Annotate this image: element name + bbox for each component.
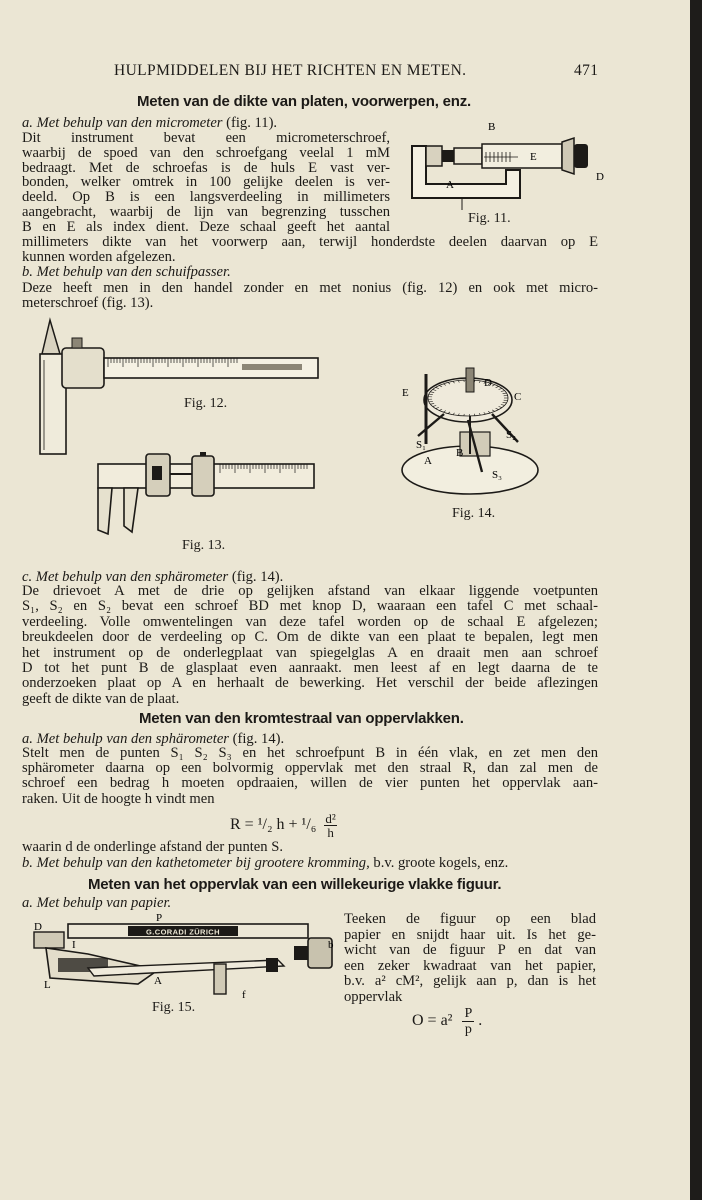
text-line: breukdeelen door de verdeeling op C. Om de dikte van een plaat te bepalen, legt men (22, 629, 598, 646)
text-line: Deze heeft men in den handel zonder en met nonius (fig. 12) en ook met micro- (22, 280, 598, 296)
subsection-heading (22, 116, 277, 131)
text-line: deeld. Op B is een langsverdeeling in millimeters (22, 189, 390, 206)
label-a: A (446, 179, 454, 191)
label-e: E (402, 387, 409, 399)
subsection-heading-b: b. Met behulp van den schuifpasser. (22, 264, 231, 280)
formula-area (412, 1006, 482, 1037)
label-l: L (44, 979, 51, 991)
label-c: C (514, 391, 522, 403)
formula-denominator: h (327, 825, 334, 840)
label-f: f (242, 989, 246, 1001)
label-b: B (488, 121, 496, 133)
text-line: D tot het punt B de glasplaat even aanraakt. men leest af en legt daarna de te (22, 659, 598, 676)
formula-radius (230, 812, 337, 839)
formula-numerator: d² (325, 811, 336, 826)
subsection-title: Met behulp van den sphärometer (35, 569, 229, 585)
text-line: papier en snijdt haar uit. Is het ge- (344, 926, 596, 943)
formula-lhs: R = ¹/₂ h + ¹/₆ (230, 816, 317, 834)
text-line: bedraagt. Met de schroefas is de huls E vast ver- (22, 159, 390, 176)
text-line: een zeker kwadraat van het papier, (344, 957, 596, 974)
text-line: schroef een bedrag h moeten opdraaien, willen de vier punten het oppervlak aan- (22, 775, 598, 792)
paragraph-spherometer (22, 584, 598, 707)
text-line: S₁, S₂ en S₂ bevat een schroef BD met knop D, waaraan een tafel C met schaal- (22, 598, 598, 615)
subsection-letter: a. (22, 731, 33, 747)
label-i: I (72, 939, 76, 951)
formula-period: . (478, 1012, 483, 1030)
figure-15-balance (28, 914, 340, 1006)
subsection-heading-a: a. Met behulp van papier. (22, 895, 172, 911)
caption-fig-13: Fig. 13. (182, 538, 226, 553)
subsection-letter: b. (22, 855, 33, 871)
label-p: P (156, 912, 163, 924)
text-line: raken. Uit de hoogte h vindt men (22, 790, 215, 807)
figure-reference: (fig. 11). (226, 115, 278, 131)
text-line: het instrument op de onderlegplaat van spiegelglas A en draait men aan schroef (22, 644, 598, 661)
page-gutter (690, 0, 702, 1200)
label-s1: S₁ (416, 439, 426, 451)
subsection-title: Met behulp van den sphärometer (36, 731, 229, 747)
text-line: aangebracht, waarbij de lijn van begrenzing tusschen (22, 203, 390, 220)
text-line: geeft de dikte van de plaat. (22, 690, 180, 707)
label-s3: S₃ (492, 469, 502, 481)
caption-fig-12: Fig. 12. (184, 396, 228, 411)
paragraph-area-paper (344, 912, 596, 1006)
caption-fig-11: Fig. 11. (468, 211, 511, 226)
paragraph-micrometer-cont (22, 235, 598, 265)
figure-reference: (fig. 14). (232, 731, 285, 747)
text-line: waarbij de spoed van den schroefgang veelal 1 mM (22, 144, 390, 161)
label-d: D (484, 377, 492, 389)
figure-12-caliper (36, 318, 326, 458)
subsection-title: Met behulp van den micrometer (36, 115, 223, 131)
formula-numerator: P (464, 1006, 473, 1021)
subsection-title: Met behulp van den kathetometer bij grootere kromming, (36, 855, 370, 871)
subsection-letter: c. (22, 569, 33, 585)
text-line: B en E als index dient. Deze schaal geeft het aantal (22, 218, 390, 235)
label-b: b (328, 939, 334, 951)
formula-denominator: p (464, 1022, 472, 1037)
label-a: A (154, 975, 162, 987)
label-b: B (456, 447, 464, 459)
subsection-tail: b.v. groote kogels, enz. (373, 855, 509, 871)
text-line: meterschroef (fig. 13). (22, 294, 154, 311)
figure-14-spherometer (396, 368, 556, 498)
text-line: Dit instrument bevat een micrometerschroef, (22, 130, 390, 146)
text-line: millimeters dikte van het voorwerp aan, terwijl honderdste deelen daarvan op E (22, 234, 598, 250)
section-title-curvature: Meten van den kromtestraal van oppervlakken. (139, 710, 464, 727)
text-line: b.v. a² cM², gelijk aan p, dan is het (344, 973, 596, 990)
figure-reference: (fig. 14). (231, 569, 284, 585)
text-line: De drievoet A met de drie op gelijken afstand van elkaar liggende voetpunten (22, 583, 598, 599)
text-line: Teeken de figuur op een blad (344, 911, 596, 927)
running-title: HULPMIDDELEN BIJ HET RICHTEN EN METEN. (114, 62, 467, 79)
label-s2: S₂ (506, 429, 516, 441)
section-title-area: Meten van het oppervlak van een willekeurige vlakke figuur. (88, 876, 502, 893)
label-d: D (596, 171, 604, 183)
text-line: sphärometer daarna op een bolvormig oppervlak met den straal R, dan zal men de (22, 760, 598, 777)
formula-fraction (324, 812, 336, 839)
text-line: onderzoeken plaat op A en herhaalt de bewerking. Het verschil der beide aflezingen (22, 675, 598, 692)
text-line: kunnen worden afgelezen. (22, 248, 176, 265)
text-line: Stelt men de punten S₁ S₂ S₃ en het schroefpunt B in één vlak, en zet men den (22, 745, 598, 761)
text-line: bonden, welker omtrek in 100 gelijke deelen is ver- (22, 174, 390, 191)
text-line: verdeeling. Volle omwentelingen van deze tafel worden op de schaal E afgelezen; (22, 613, 598, 630)
subsection-heading-b (22, 856, 508, 871)
caption-fig-14: Fig. 14. (452, 506, 496, 521)
label-d: D (34, 921, 42, 933)
caption-fig-15: Fig. 15. (152, 1000, 196, 1015)
section-title-thickness: Meten van de dikte van platen, voorwerpen, enz. (137, 93, 472, 110)
engraving-text: G.CORADI ZÜRICH (146, 927, 220, 937)
paragraph-caliper (22, 281, 598, 311)
formula-lhs: O = a² (412, 1012, 453, 1030)
label-e: E (530, 151, 537, 163)
paragraph-micrometer (22, 131, 390, 235)
formula-explanation: waarin d de onderlinge afstand der punten S. (22, 839, 283, 855)
text-line: oppervlak (344, 988, 403, 1005)
label-a: A (424, 455, 432, 467)
paragraph-curvature (22, 746, 598, 807)
figure-13-caliper-micrometer (94, 452, 320, 538)
text-line: wicht van de figuur P en dat van (344, 942, 596, 959)
page-number: 471 (574, 62, 599, 79)
formula-fraction (462, 1006, 474, 1037)
subsection-letter: a. (22, 115, 33, 131)
